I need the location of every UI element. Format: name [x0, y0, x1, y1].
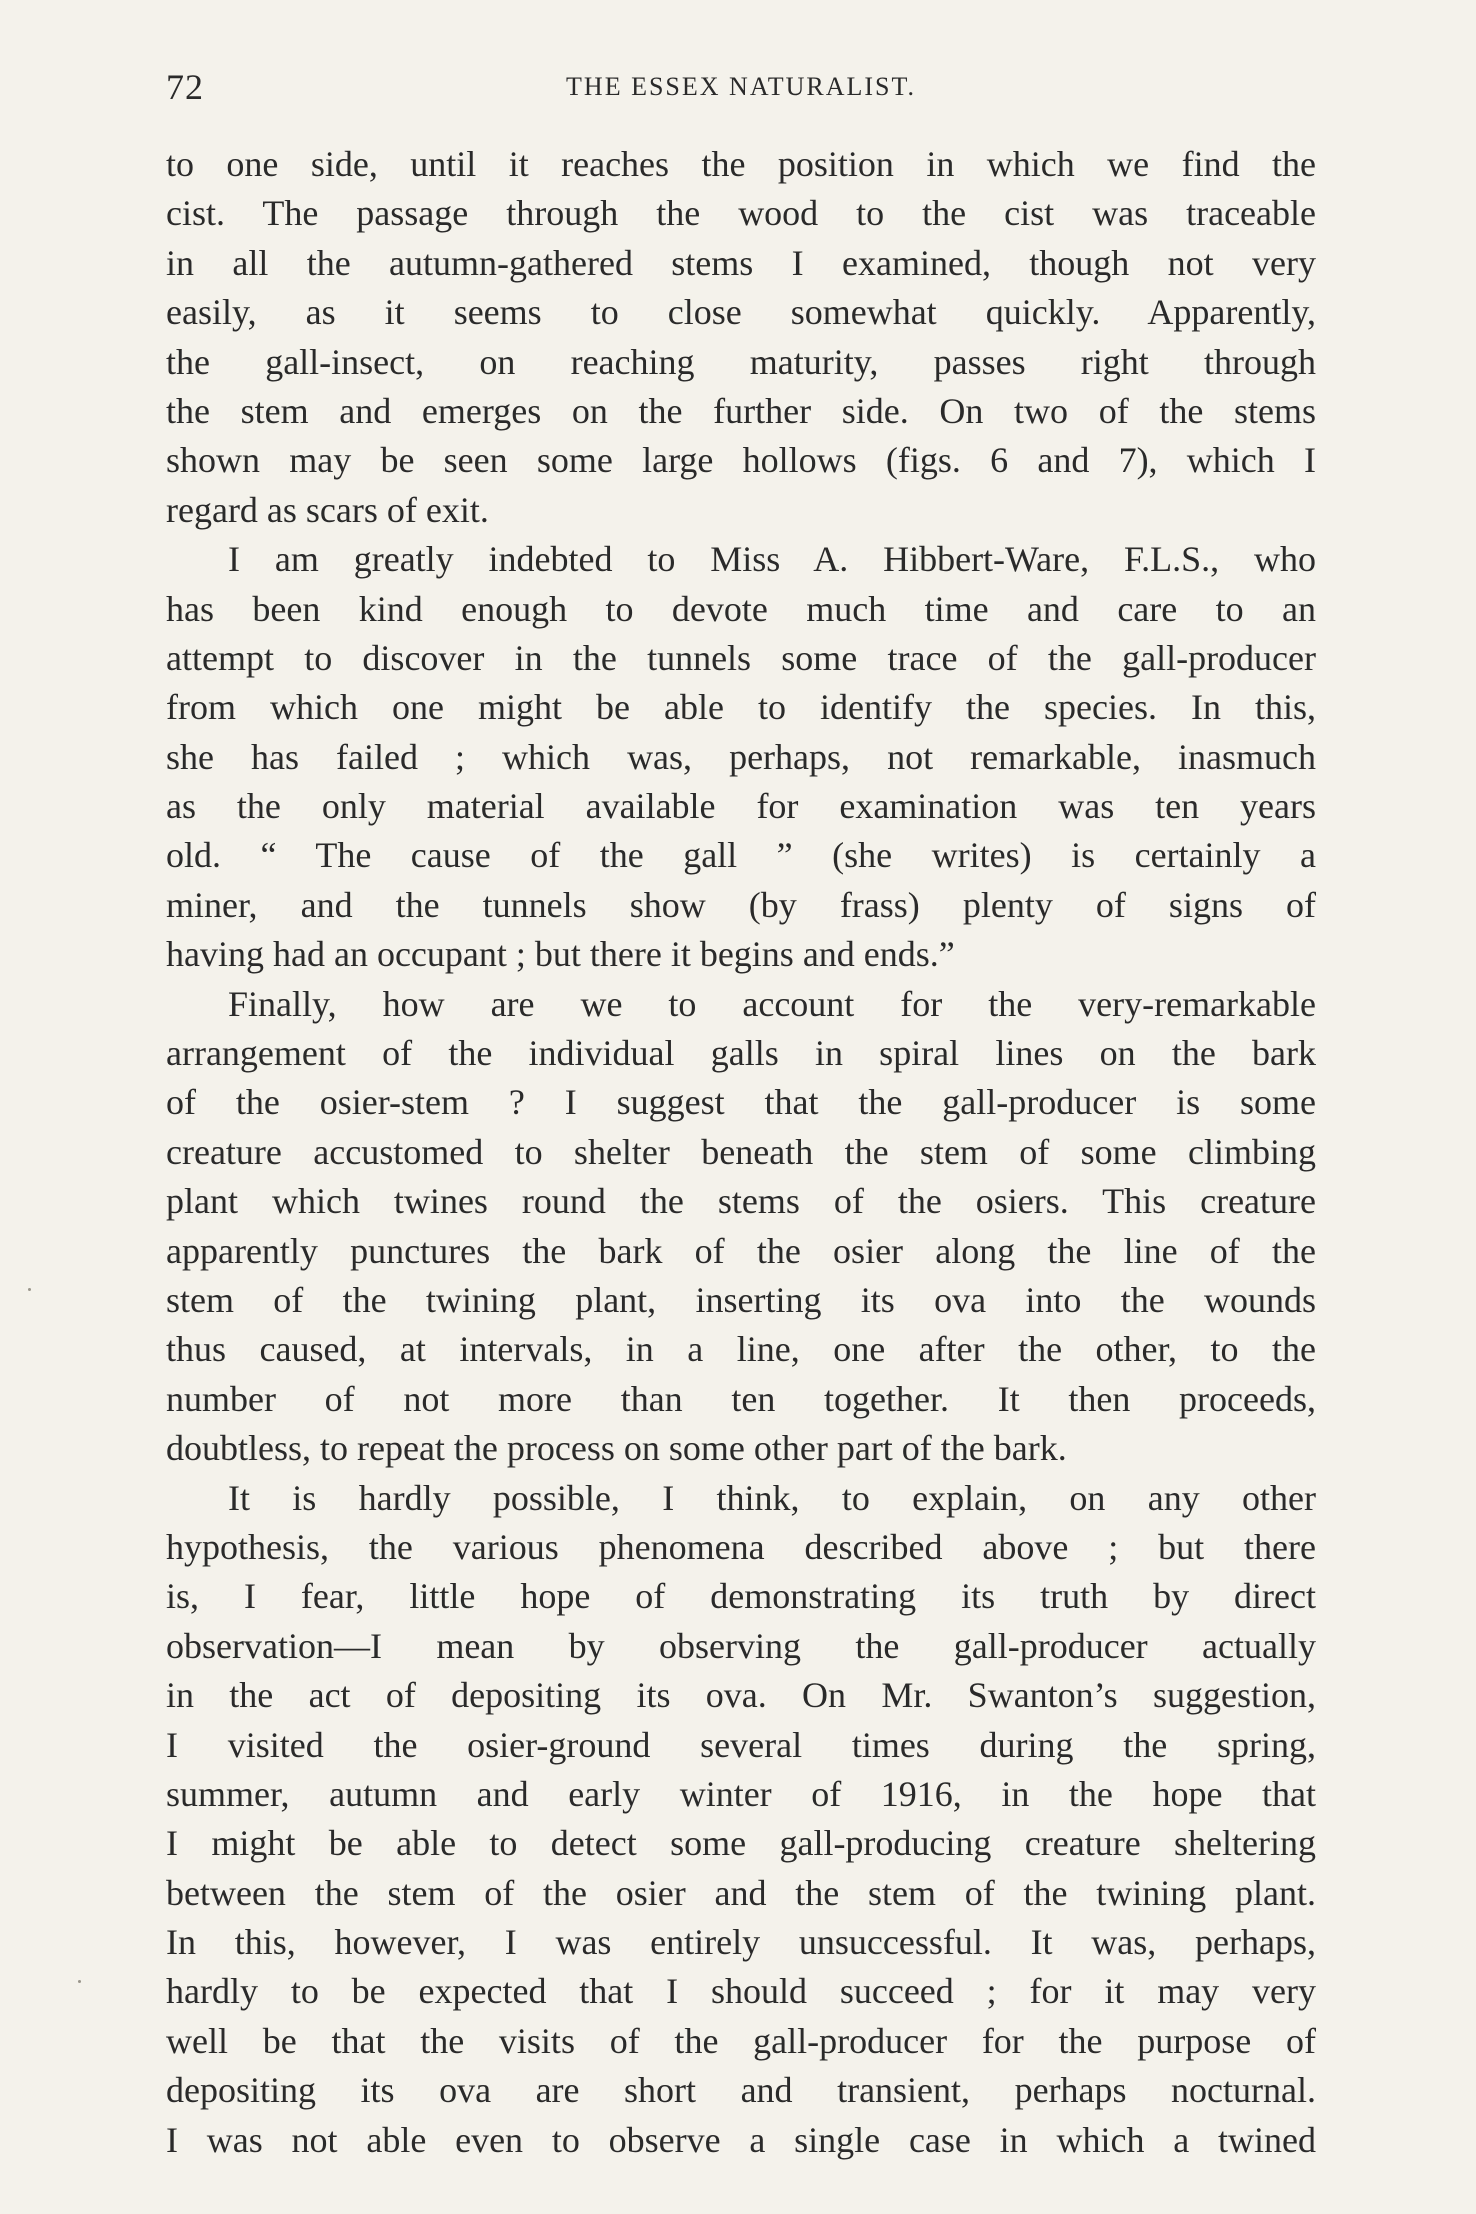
text-line: between the stem of the osier and the stem of the twining plant.	[166, 1872, 1316, 1913]
text-line: is, I fear, little hope of demonstrating its truth by direct	[166, 1576, 1316, 1617]
paragraph-continued	[166, 140, 1316, 535]
text-line: having had an occupant ; but there it begins and ends.”	[166, 934, 955, 975]
running-head	[166, 66, 1316, 116]
paragraph-spiral-lines	[166, 980, 1316, 1474]
text-line: It is hardly possible, I think, to explain, on any other	[228, 1477, 1316, 1518]
text-line: arrangement of the individual galls in spiral lines on the bark	[166, 1033, 1316, 1074]
text-line: from which one might be able to identify the species. In this,	[166, 687, 1316, 728]
text-line: hardly to be expected that I should succeed ; for it may very	[166, 1971, 1316, 2012]
text-line: doubtless, to repeat the process on some other part of the bark.	[166, 1428, 1067, 1469]
text-line: observation—I mean by observing the gall-producer actually	[166, 1625, 1316, 1666]
body-text	[166, 140, 1316, 2165]
text-line: shown may be seen some large hollows (figs. 6 and 7), which I	[166, 440, 1316, 481]
text-line: has been kind enough to devote much time and care to an	[166, 588, 1316, 629]
text-line: depositing its ova are short and transient, perhaps nocturnal.	[166, 2070, 1316, 2111]
text-line: attempt to discover in the tunnels some trace of the gall-producer	[166, 637, 1316, 678]
text-line: the gall-insect, on reaching maturity, passes right through	[166, 341, 1316, 382]
text-line: regard as scars of exit.	[166, 489, 489, 530]
text-line: I was not able even to observe a single case in which a twined	[166, 2119, 1316, 2160]
paper-speck	[28, 1288, 31, 1291]
paragraph-hypothesis	[166, 1474, 1316, 2165]
text-line: I visited the osier-ground several times during the spring,	[166, 1724, 1316, 1765]
text-line: number of not more than ten together. It then proceeds,	[166, 1378, 1316, 1419]
text-line: creature accustomed to shelter beneath the stem of some climbing	[166, 1131, 1316, 1172]
text-line: summer, autumn and early winter of 1916, in the hope that	[166, 1773, 1316, 1814]
paper-speck	[78, 1980, 81, 1983]
page-number: 72	[166, 67, 204, 107]
text-line: she has failed ; which was, perhaps, not remarkable, inasmuch	[166, 736, 1316, 777]
text-line: the stem and emerges on the further side. On two of the stems	[166, 390, 1316, 431]
text-line: hypothesis, the various phenomena described above ; but there	[166, 1526, 1316, 1567]
text-line: in all the autumn-gathered stems I examined, though not very	[166, 242, 1316, 283]
text-line: plant which twines round the stems of the osiers. This creature	[166, 1181, 1316, 1222]
text-line: stem of the twining plant, inserting its ova into the wounds	[166, 1279, 1316, 1320]
text-line: easily, as it seems to close somewhat quickly. Apparently,	[166, 292, 1316, 333]
text-line: cist. The passage through the wood to the cist was traceable	[166, 193, 1316, 234]
text-line: in the act of depositing its ova. On Mr. Swanton’s suggestion,	[166, 1675, 1316, 1716]
text-line: Finally, how are we to account for the very-remarkable	[228, 983, 1316, 1024]
text-line: miner, and the tunnels show (by frass) plenty of signs of	[166, 884, 1316, 925]
text-line: as the only material available for examination was ten years	[166, 786, 1316, 827]
text-line: In this, however, I was entirely unsuccessful. It was, perhaps,	[166, 1922, 1316, 1963]
journal-title: THE ESSEX NATURALIST.	[566, 72, 916, 101]
text-line: I might be able to detect some gall-producing creature sheltering	[166, 1823, 1316, 1864]
text-line: apparently punctures the bark of the osier along the line of the	[166, 1230, 1316, 1271]
text-line: old. “ The cause of the gall ” (she writes) is certainly a	[166, 835, 1316, 876]
paragraph-hibbert-ware	[166, 535, 1316, 980]
text-line: I am greatly indebted to Miss A. Hibbert-Ware, F.L.S., who	[228, 539, 1316, 580]
text-line: well be that the visits of the gall-producer for the purpose of	[166, 2020, 1316, 2061]
text-line: of the osier-stem ? I suggest that the gall-producer is some	[166, 1082, 1316, 1123]
text-line: thus caused, at intervals, in a line, one after the other, to the	[166, 1329, 1316, 1370]
text-line: to one side, until it reaches the position in which we find the	[166, 144, 1316, 184]
